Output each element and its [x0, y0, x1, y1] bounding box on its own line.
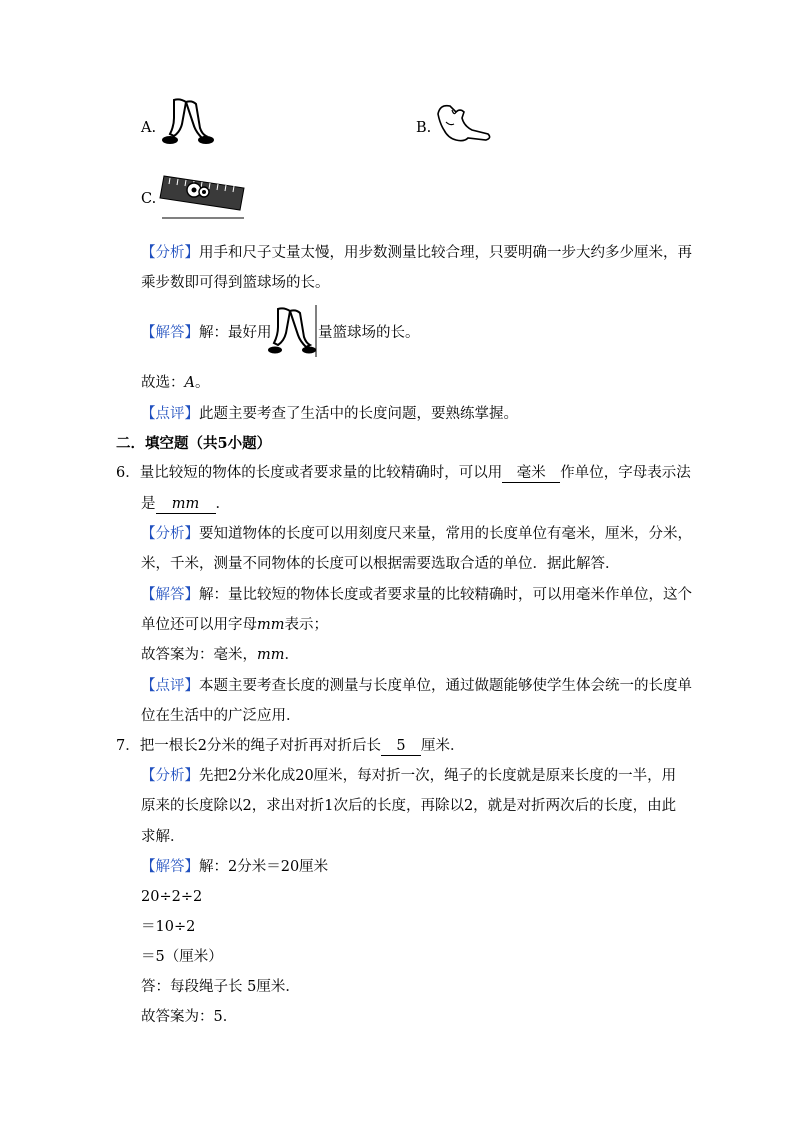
q7-blank: 5 [381, 737, 421, 756]
q5-comment: 【点评】此题主要考查了生活中的长度问题，要熟练掌握。 [141, 406, 518, 422]
q7-calc1: 20÷2÷2 [141, 889, 203, 905]
q7-calc3: ＝5（厘米） [141, 949, 223, 965]
q6-stem-line1: 6．量比较短的物体的长度或者要求量的比较精确时，可以用 毫米 作单位，字母表示法 [116, 465, 691, 481]
hand-icon [434, 100, 494, 146]
q7-calc2: ＝10÷2 [141, 919, 196, 935]
footsteps-image-a [160, 98, 216, 146]
q6-analysis-line1: 【分析】要知道物体的长度可以用刻度尺来量，常用的长度单位有毫米，厘米，分米， [141, 526, 692, 542]
comment-tag: 【点评】 [141, 678, 199, 694]
q6-answer-line1: 【解答】解：量比较短的物体长度或者要求量的比较精确时，可以用毫米作单位，这个 [141, 587, 692, 603]
q6-number: 6． [116, 465, 140, 481]
footsteps-icon [160, 98, 216, 146]
q6-answer-line2: 单位还可以用字母mm表示； [141, 617, 328, 633]
q5-analysis-line1: 【分析】用手和尺子丈量太慢，用步数测量比较合理，只要明确一步大约多少厘米，再 [141, 245, 692, 261]
analysis-tag: 【分析】 [141, 768, 199, 784]
q7-reply: 答：每段绳子长 5厘米． [141, 979, 300, 995]
q7-answer-line1: 【解答】解：2分米＝20厘米 [141, 859, 329, 875]
analysis-tag: 【分析】 [141, 526, 199, 542]
q6-analysis-line2: 米，千米，测量不同物体的长度可以根据需要选取合适的单位．据此解答． [141, 556, 620, 572]
q7-stem: 7．把一根长2分米的绳子对折再对折后长 5 厘米． [116, 738, 465, 754]
q5-answer-line-post: 量篮球场的长。 [318, 325, 420, 341]
footsteps-icon [266, 305, 318, 357]
q7-final-answer: 故答案为：5． [141, 1009, 238, 1025]
section-title: 二．填空题（共5小题） [116, 435, 272, 452]
q7-analysis-line2: 原来的长度除以2，求出对折1次后的长度，再除以2，就是对折两次后的长度，由此 [141, 798, 677, 814]
option-c-label: C. [141, 191, 157, 207]
q6-blank2: mm [156, 495, 216, 514]
q6-stem-line2: 是 mm ． [141, 496, 230, 512]
q6-comment-line1: 【点评】本题主要考查长度的测量与长度单位，通过做题能够使学生体会统一的长度单 [141, 678, 692, 694]
analysis-tag: 【分析】 [141, 245, 199, 261]
option-a-label: A. [141, 120, 157, 136]
answer-tag: 【解答】 [141, 859, 199, 875]
q5-answer-line: 【解答】解：最好用 [141, 325, 272, 341]
q5-analysis-line2: 乘步数即可得到篮球场的长。 [141, 275, 330, 291]
ruler-image-c [158, 168, 248, 220]
q6-comment-line2: 位在生活中的广泛应用． [141, 708, 301, 724]
q7-number: 7． [116, 738, 140, 754]
comment-tag: 【点评】 [141, 406, 199, 422]
q7-analysis-line3: 求解． [141, 829, 185, 845]
answer-tag: 【解答】 [141, 587, 199, 603]
q6-final-answer: 故答案为：毫米，mm． [141, 647, 299, 663]
answer-tag: 【解答】 [141, 325, 199, 341]
hand-image-b [434, 100, 494, 146]
option-b-label: B. [416, 120, 432, 136]
q7-analysis-line1: 【分析】先把2分米化成20厘米，每对折一次，绳子的长度就是原来长度的一半，用 [141, 768, 677, 784]
q5-answer-footsteps-image [266, 305, 318, 357]
ruler-icon [158, 168, 248, 220]
q6-blank1: 毫米 [502, 464, 560, 483]
q5-choice: 故选：A。 [141, 375, 210, 391]
